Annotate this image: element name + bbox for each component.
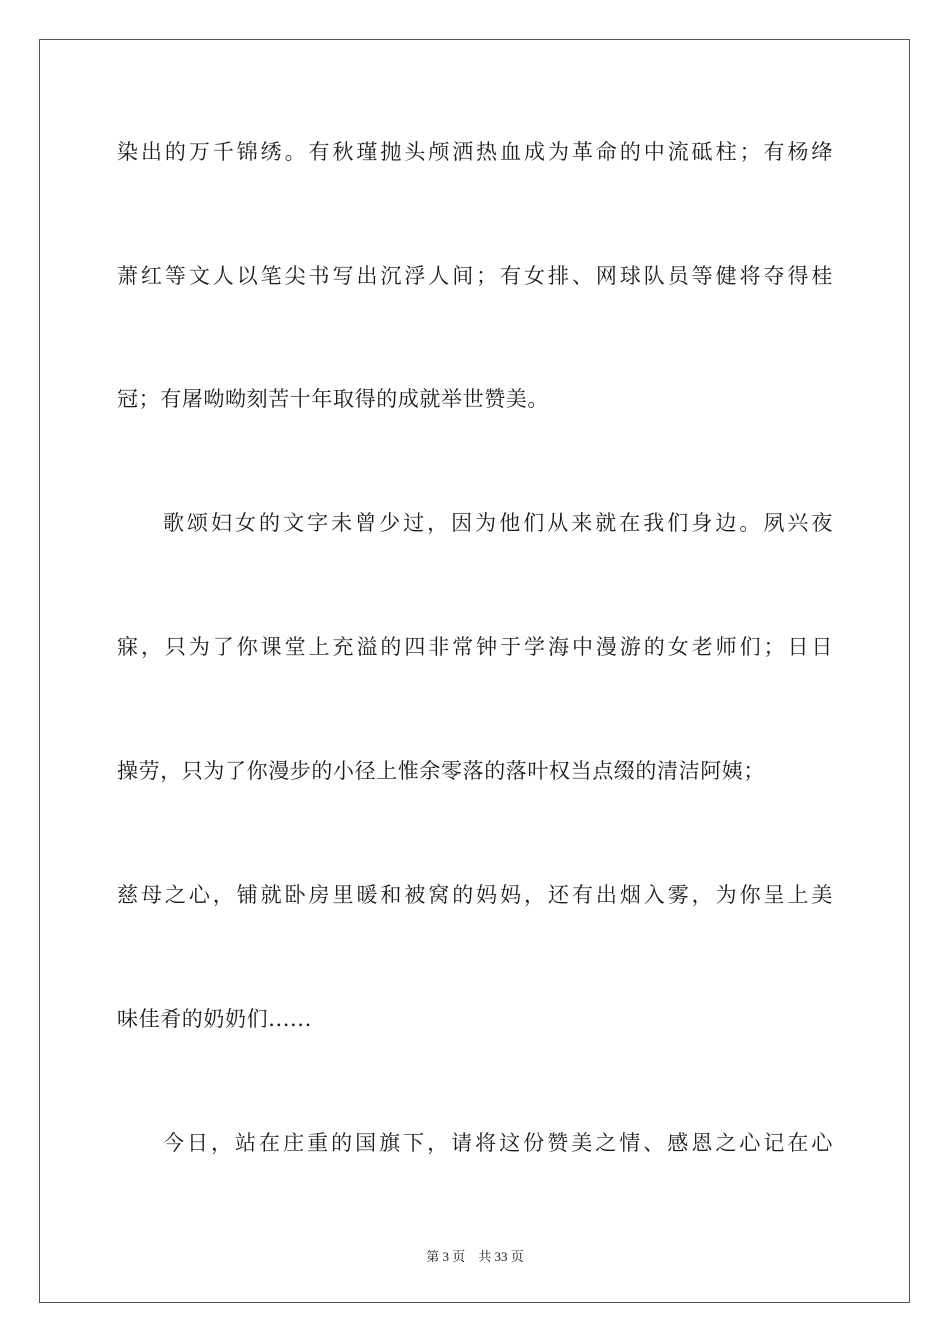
page-frame	[39, 39, 910, 1303]
text-line-8: 味佳肴的奶奶们......	[117, 1007, 312, 1031]
text-line-4: 歌颂妇女的文字未曾少过，因为他们从来就在我们身边。夙兴夜	[163, 511, 833, 535]
text-line-1: 染出的万千锦绣。有秋瑾抛头颅洒热血成为革命的中流砥柱；有杨绛	[117, 140, 833, 164]
text-line-2: 萧红等文人以笔尖书写出沉浮人间；有女排、网球队员等健将夺得桂	[117, 264, 833, 288]
page-total: 共 33 页	[478, 1249, 524, 1264]
text-line-6: 操劳，只为了你漫步的小径上惟余零落的落叶权当点缀的清洁阿姨；	[117, 759, 765, 783]
text-line-9: 今日，站在庄重的国旗下，请将这份赞美之情、感恩之心记在心	[163, 1131, 833, 1155]
text-line-3: 冠；有屠呦呦刻苦十年取得的成就举世赞美。	[117, 387, 549, 411]
text-line-7: 慈母之心，铺就卧房里暖和被窝的妈妈，还有出烟入雾，为你呈上美	[117, 883, 833, 907]
page-number: 第 3 页	[426, 1249, 466, 1264]
page-footer	[0, 1249, 950, 1265]
text-line-5: 寐，只为了你课堂上充溢的四非常钟于学海中漫游的女老师们；日日	[117, 635, 833, 659]
